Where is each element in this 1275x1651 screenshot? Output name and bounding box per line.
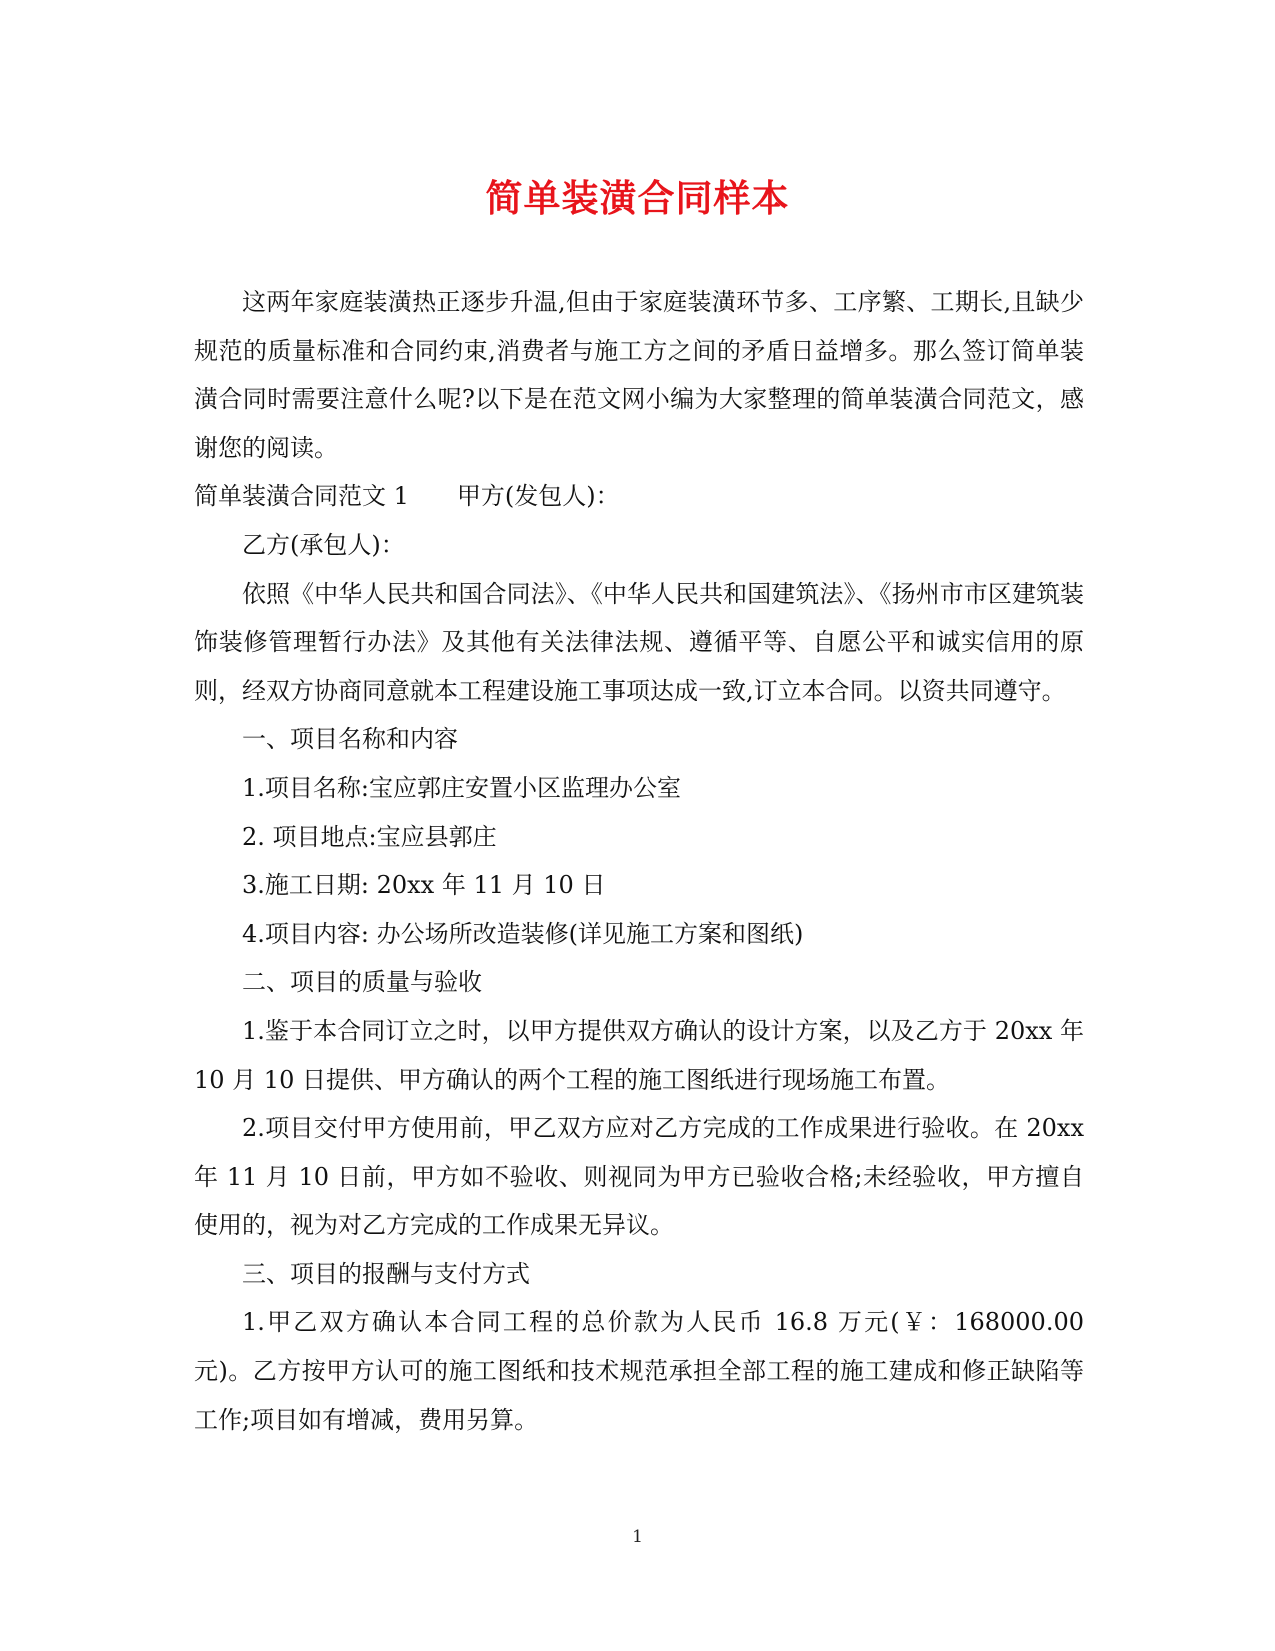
legal-basis-paragraph: 依照《中华人民共和国合同法》、《中华人民共和国建筑法》、《扬州市市区建筑装饰装修管理暂行办法》及其他有关法律法规、遵循平等、自愿公平和诚实信用的原则，经双方协商同意就本工程建设施工事项达成一致,订立本合同。以资共同遵守。	[194, 579, 1084, 705]
project-name-item: 1.项目名称:宝应郭庄安置小区监理办公室	[242, 773, 681, 802]
sample-heading-label: 简单装潢合同范文 1	[194, 482, 409, 511]
party-b-label: 乙方(承包人)：	[242, 530, 405, 559]
sample-heading-line	[194, 472, 1084, 521]
section-heading-1: 一、项目名称和内容	[242, 725, 458, 754]
party-a-label: 甲方(发包人)：	[456, 482, 620, 511]
section-heading-2: 二、项目的质量与验收	[242, 968, 482, 997]
quality-clause-1: 1.鉴于本合同订立之时，以甲方提供双方确认的设计方案，以及乙方于 20xx 年 10 月 10 日提供、甲方确认的两个工程的施工图纸进行现场施工布置。	[194, 1016, 1084, 1094]
project-location-item: 2. 项目地点:宝应县郭庄	[242, 822, 497, 851]
quality-clause-2: 2.项目交付甲方使用前，甲乙双方应对乙方完成的工作成果进行验收。在 20xx 年 11 月 10 日前，甲方如不验收、则视同为甲方已验收合格;未经验收，甲方擅自使用的，视为对乙方完成的工作成果无异议。	[194, 1114, 1084, 1240]
document-body	[194, 278, 1084, 1444]
section-heading-3: 三、项目的报酬与支付方式	[242, 1259, 530, 1288]
payment-clause-1: 1.甲乙双方确认本合同工程的总价款为人民币 16.8 万元(￥：168000.00 元)。乙方按甲方认可的施工图纸和技术规范承担全部工程的施工建成和修正缺陷等工作;项目如有增减，费用另算。	[194, 1308, 1084, 1434]
page-number: 1	[632, 1527, 643, 1547]
construction-date-item: 3.施工日期: 20xx 年 11 月 10 日	[242, 871, 606, 900]
project-content-item: 4.项目内容: 办公场所改造装修(详见施工方案和图纸)	[242, 919, 804, 948]
intro-paragraph: 这两年家庭装潢热正逐步升温,但由于家庭装潢环节多、工序繁、工期长,且缺少规范的质量标准和合同约束,消费者与施工方之间的矛盾日益增多。那么签订简单装潢合同时需要注意什么呢?以下是在范文网小编为大家整理的简单装潢合同范文，感谢您的阅读。	[194, 288, 1084, 462]
document-title: 简单装潢合同样本	[485, 176, 790, 220]
